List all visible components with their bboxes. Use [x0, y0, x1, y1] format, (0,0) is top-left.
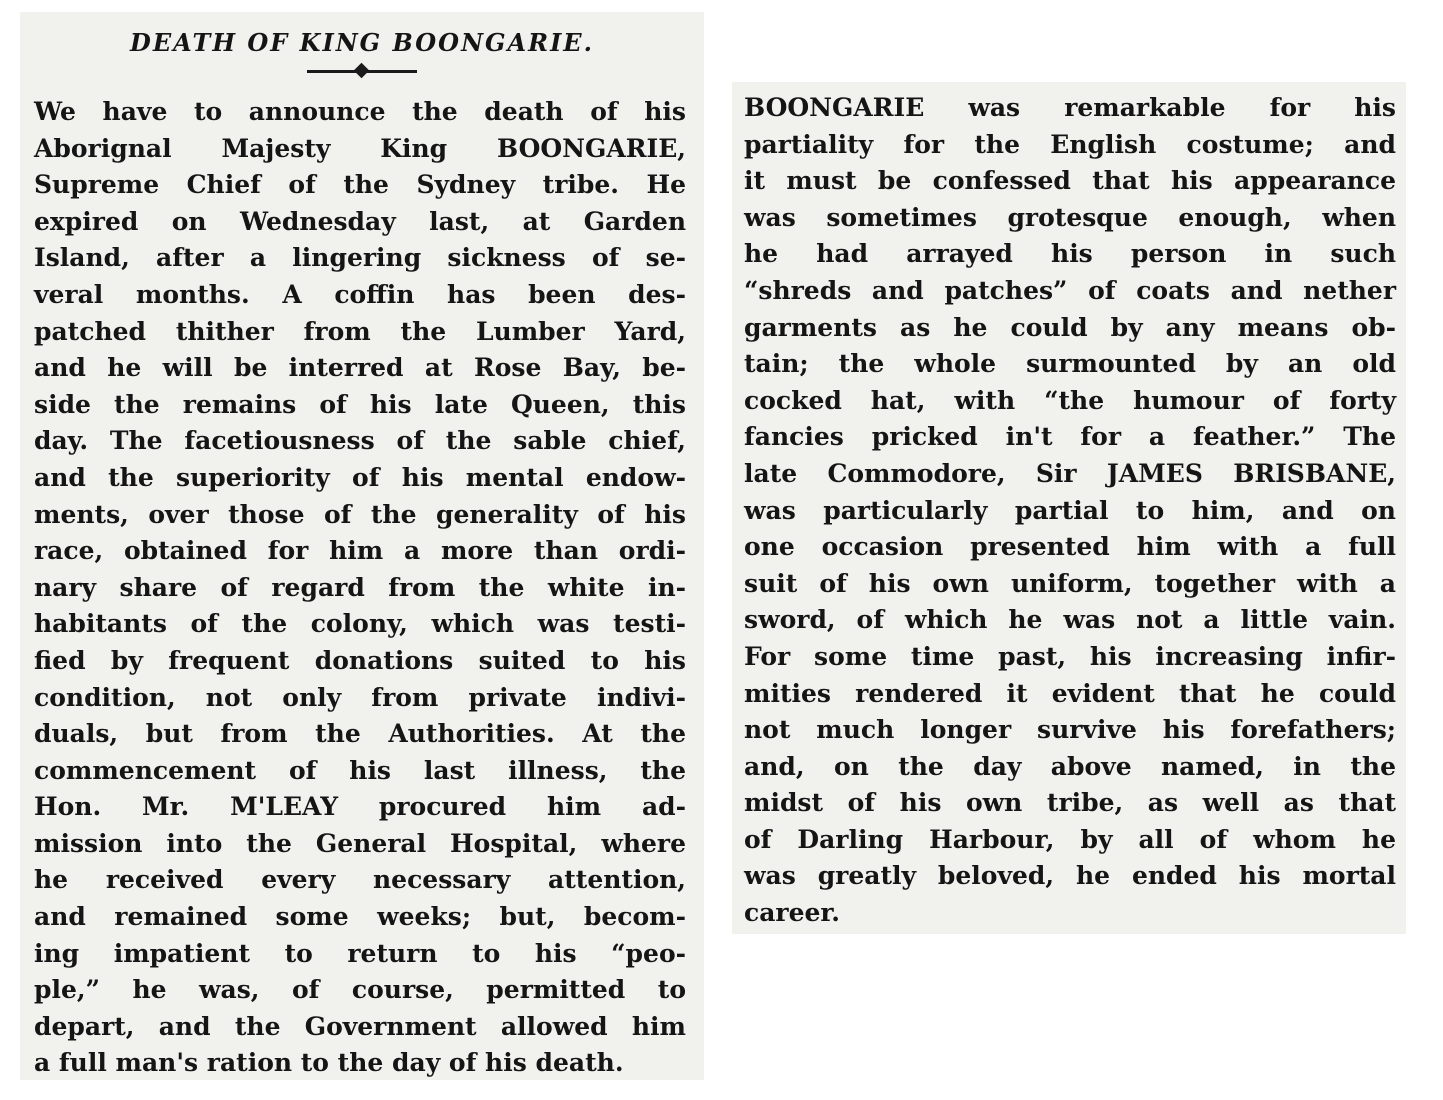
- ornamental-divider: [307, 64, 417, 78]
- text-line: We have to announce the death of his: [34, 97, 686, 126]
- text-line: was sometimes grotesque enough, when: [744, 202, 1396, 232]
- text-line: Hon. Mr. M'LEAY procured him ad-: [34, 792, 686, 822]
- text-line: condition, not only from private indivi-: [34, 682, 686, 712]
- text-line: it must be confessed that his appearance: [744, 166, 1396, 196]
- text-line: depart, and the Government allowed him: [34, 1011, 686, 1041]
- text-line: was particularly partial to him, and on: [744, 495, 1396, 525]
- text-line: duals, but from the Authorities. At the: [34, 719, 686, 749]
- text-line: side the remains of his late Queen, this: [34, 389, 686, 419]
- text-line: sword, of which he was not a little vain.: [744, 605, 1396, 635]
- text-line: late Commodore, Sir JAMES BRISBANE,: [744, 458, 1396, 488]
- text-line: ple,” he was, of course, permitted to: [34, 975, 686, 1005]
- text-line: Supreme Chief of the Sydney tribe. He: [34, 170, 686, 200]
- text-line: midst of his own tribe, as well as that: [744, 788, 1396, 818]
- text-line: For some time past, his increasing infir-: [744, 641, 1396, 671]
- text-line: ing impatient to return to his “peo-: [34, 938, 686, 968]
- text-line: and, on the day above named, in the: [744, 751, 1396, 781]
- text-line: was greatly beloved, he ended his mortal: [744, 861, 1396, 891]
- text-line: suit of his own uniform, together with a: [744, 568, 1396, 598]
- newspaper-clipping-right: [732, 82, 1406, 934]
- text-line: he received every necessary attention,: [34, 865, 686, 895]
- text-line: Aborignal Majesty King BOONGARIE,: [34, 133, 686, 163]
- text-line: BOONGARIE was remarkable for his: [744, 93, 1396, 122]
- text-line: fied by frequent donations suited to his: [34, 645, 686, 675]
- newspaper-clipping-left: [20, 12, 704, 1080]
- text-line: race, obtained for him a more than ordi-: [34, 536, 686, 566]
- text-line: patched thither from the Lumber Yard,: [34, 316, 686, 346]
- text-line: and he will be interred at Rose Bay, be-: [34, 353, 686, 383]
- text-line: veral months. A coffin has been des-: [34, 279, 686, 309]
- text-line: and the superiority of his mental endow-: [34, 462, 686, 492]
- text-line: not much longer survive his forefathers;: [744, 715, 1396, 745]
- text-line: ments, over those of the generality of his: [34, 499, 686, 529]
- text-line: nary share of regard from the white in-: [34, 572, 686, 602]
- text-line: habitants of the colony, which was testi-: [34, 609, 686, 639]
- text-line: fancies pricked in't for a feather.” The: [744, 422, 1396, 452]
- text-line: expired on Wednesday last, at Garden: [34, 206, 686, 236]
- text-line: Island, after a lingering sickness of se-: [34, 243, 686, 273]
- article-headline: DEATH OF KING BOONGARIE.: [130, 28, 594, 57]
- text-line: commencement of his last illness, the: [34, 755, 686, 785]
- text-line: cocked hat, with “the humour of forty: [744, 385, 1396, 415]
- text-line: he had arrayed his person in such: [744, 239, 1396, 269]
- text-line: partiality for the English costume; and: [744, 129, 1396, 159]
- text-line: tain; the whole surmounted by an old: [744, 349, 1396, 379]
- text-line: of Darling Harbour, by all of whom he: [744, 824, 1396, 854]
- text-line: mities rendered it evident that he could: [744, 678, 1396, 708]
- text-line: mission into the General Hospital, where: [34, 828, 686, 858]
- text-line: a full man's ration to the day of his death.: [34, 1048, 624, 1078]
- article-column-left: [34, 94, 686, 1082]
- text-line: “shreds and patches” of coats and nether: [744, 275, 1396, 305]
- divider-diamond-icon: [354, 63, 370, 79]
- article-column-right: [744, 90, 1396, 932]
- text-line: career.: [744, 898, 840, 928]
- text-line: day. The facetiousness of the sable chief,: [34, 426, 686, 456]
- text-line: and remained some weeks; but, becom-: [34, 902, 686, 932]
- text-line: garments as he could by any means ob-: [744, 312, 1396, 342]
- text-line: one occasion presented him with a full: [744, 532, 1396, 562]
